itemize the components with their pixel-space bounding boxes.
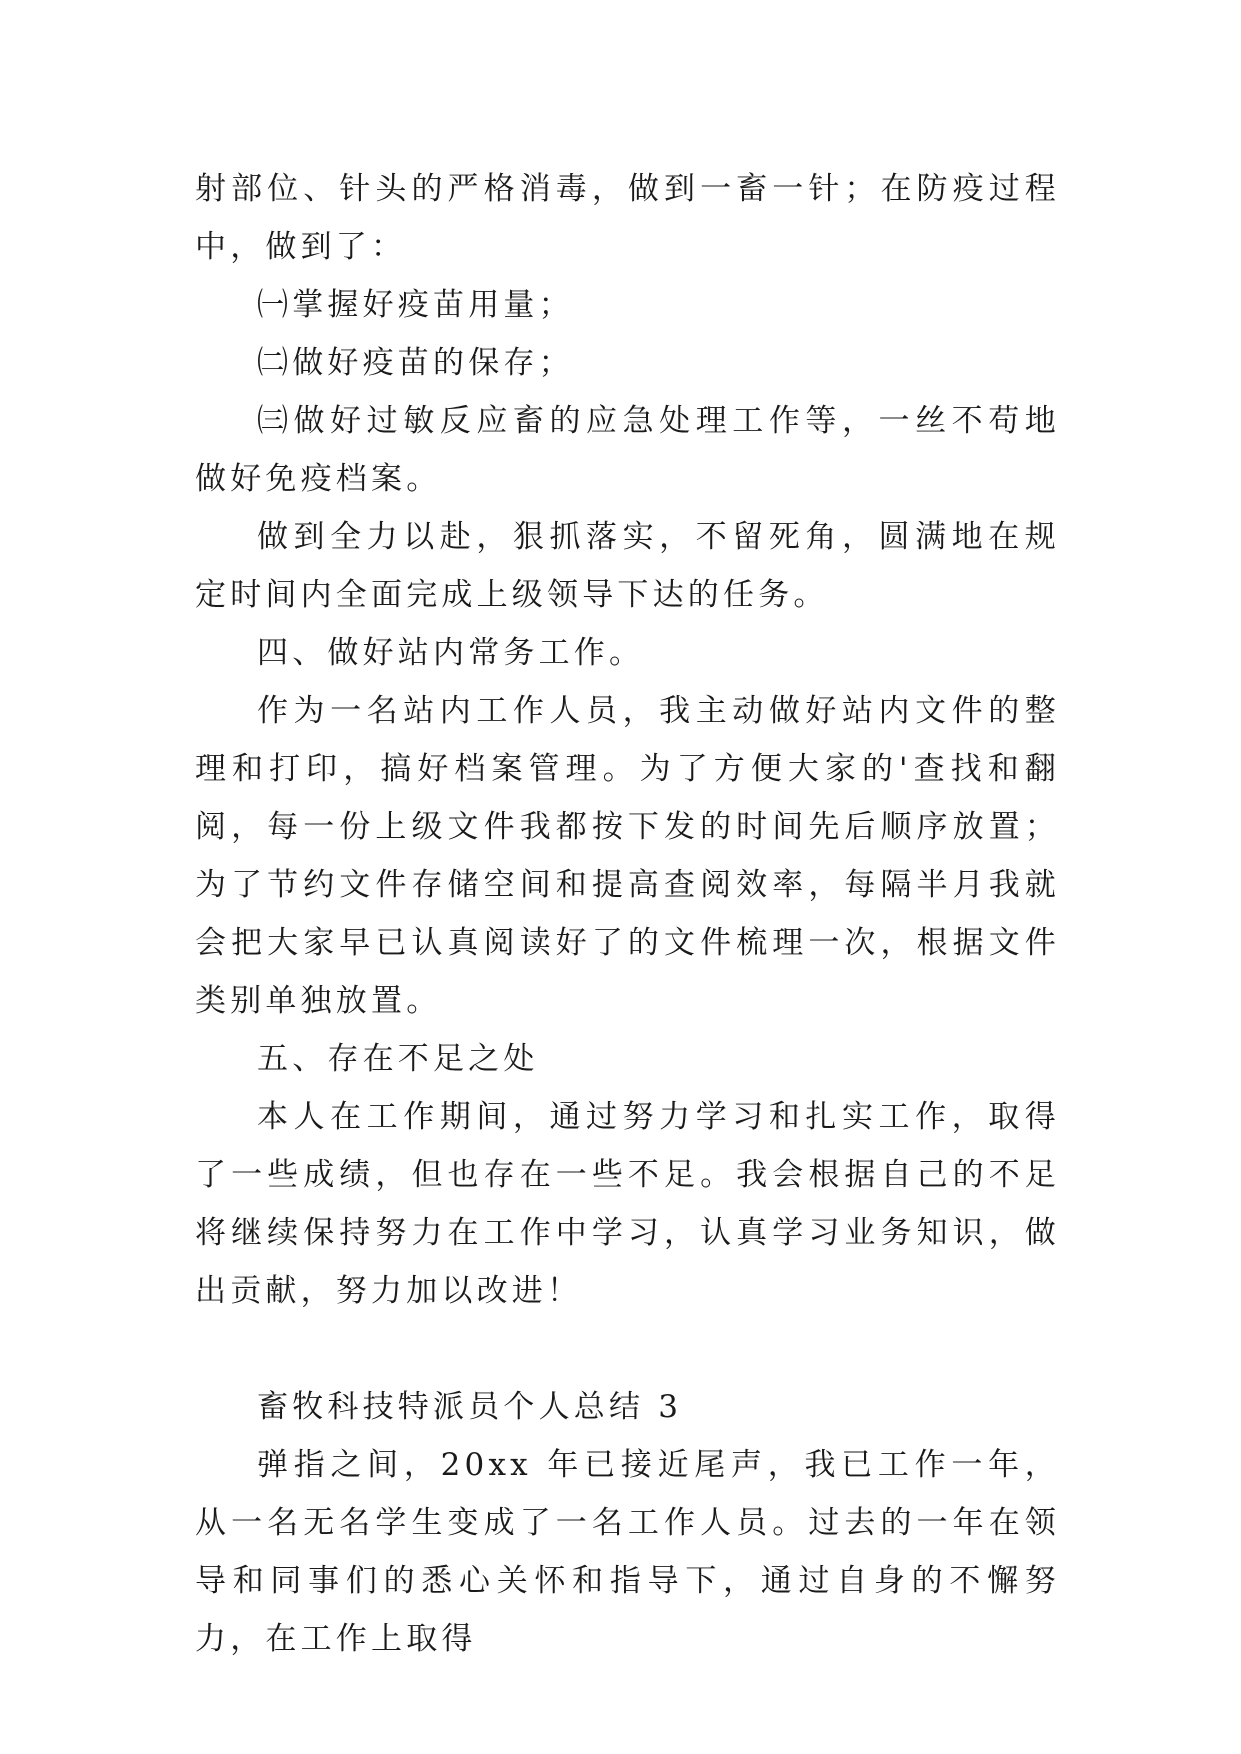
section-heading-5: 五、存在不足之处 (257, 1041, 539, 1077)
paragraph-shortcomings: 本人在工作期间，通过努力学习和扎实工作，取得了一些成绩，但也存在一些不足。我会根据自己的不足将继续保持努力在工作中学习，认真学习业务知识，做出贡献，努力加以改进！ (195, 1099, 1060, 1309)
section-heading-4: 四、做好站内常务工作。 (257, 635, 645, 671)
paragraph-summary: 做到全力以赴，狠抓落实，不留死角，圆满地在规定时间内全面完成上级领导下达的任务。 (195, 519, 1060, 613)
list-item-1: ㈠掌握好疫苗用量； (257, 287, 574, 323)
list-item-3: ㈢做好过敏反应畜的应急处理工作等，一丝不苟地做好免疫档案。 (195, 403, 1060, 497)
blank-line (195, 1320, 1060, 1378)
paragraph-office-work: 作为一名站内工作人员，我主动做好站内文件的整理和打印，搞好档案管理。为了方便大家的'查找和翻阅，每一份上级文件我都按下发的时间先后顺序放置；为了节约文件存储空间和提高查阅效率，每隔半月我就会把大家早已认真阅读好了的文件梳理一次，根据文件类别单独放置。 (195, 693, 1060, 1019)
paragraph-continuation: 射部位、针头的严格消毒，做到一畜一针；在防疫过程中，做到了： (195, 171, 1060, 265)
list-item-2: ㈡做好疫苗的保存； (257, 345, 574, 381)
paragraph-intro: 弹指之间，20xx 年已接近尾声，我已工作一年，从一名无名学生变成了一名工作人员。过去的一年在领导和同事们的悉心关怀和指导下，通过自身的不懈努力，在工作上取得 (195, 1447, 1060, 1657)
document-subtitle: 畜牧科技特派员个人总结 3 (257, 1389, 683, 1425)
document-body (195, 160, 1060, 1668)
